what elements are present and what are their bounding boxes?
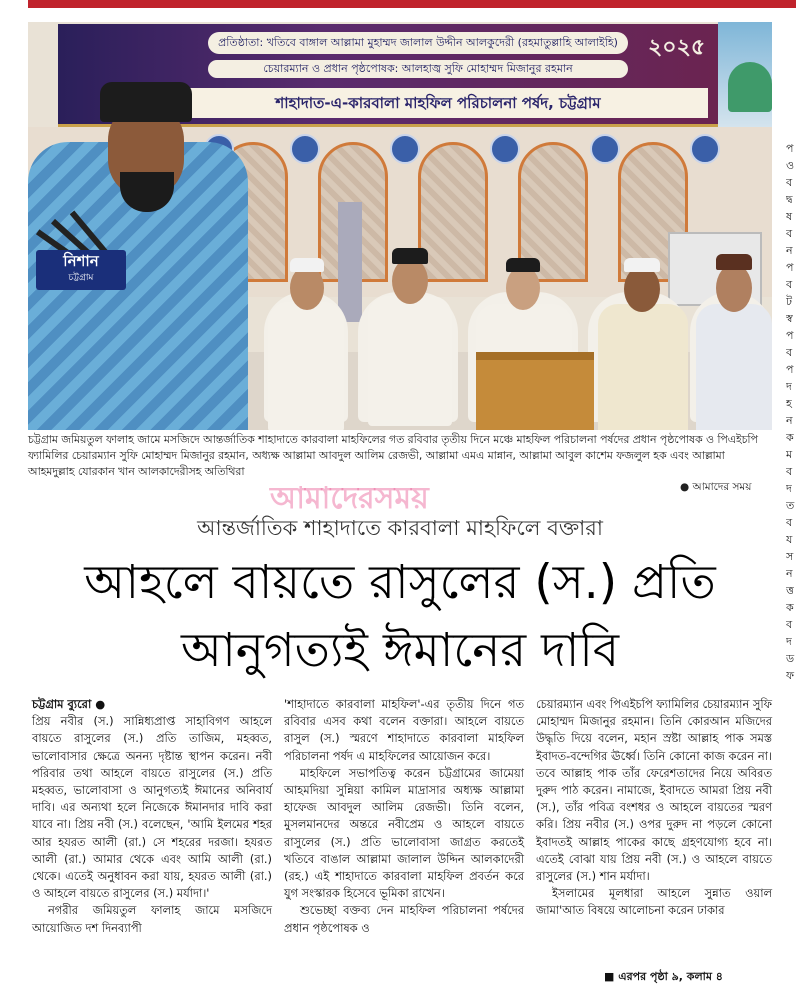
body-paragraph: প্রিয় নবীর (স.) সান্নিধ্যপ্রাপ্ত সাহাবিগণ আহলে বায়তে রাসুলের (স.) প্রতি তাজিম, মহব্বত, ভালোবাসার ক্ষেত্রে অনন্য দৃষ্টান্ত স্থাপন করেন। নবী পরিবার তথা আহলে বায়তে রাসুলের (স.) প্রতি মহব্বত, ভালোবাসা ও আনুগত্যই ঈমানের অনিবার্য দাবি। এর অন্যথা হলে নিজেকে ঈমানদার দাবি করা যাবে না। প্রিয় নবী (স.) বলেছেন, 'আমি ইলমের শহর আর হযরত আলী (রা.) সে শহরের দরজা। হযরত আলী (রা.) আমার থেকে এবং আমি আলী (রা.) থেকে। এতেই অনুধাবন করা যায়, হযরত আলী (রা.) ও আহলে বায়তে রাসুলের (স.) মর্যাদা।' [32, 714, 272, 901]
standing-fan [338, 202, 362, 322]
article-column-2 [284, 696, 524, 937]
rosette-ornament [290, 134, 320, 164]
speaker-cap [100, 82, 192, 122]
banner-patron-text: প্রতিষ্ঠাতা: খতিবে বাঙ্গাল আল্লামা মুহাম্মদ জালাল উদ্দীন আলকুদেরী (রহমাতুল্লাহি আলাইহি) [208, 32, 628, 54]
rosette-ornament [690, 134, 720, 164]
mic-badge-sub: চট্টগ্রাম [68, 273, 94, 283]
body-paragraph: চেয়ারম্যান এবং পিএইচপি ফ্যামিলির চেয়ারম্যান সুফি মোহাম্মদ মিজানুর রহমান। তিনি কোরআন মজিদের উদ্ধৃতি দিয়ে বলেন, মহান স্রষ্টা আল্লাহ পাক সমস্ত ইবাদত-বন্দেগির ঊর্ধ্বে। তিনি কোনো কাজ করেন না। তবে আল্লাহ পাক তাঁর ফেরেশতাদের নিয়ে অবিরত দুরুদ পাঠ করেন। নামাজে, ইবাদতে আমরা প্রিয় নবী (স.), তাঁর পবিত্র বংশধর ও আহলে বায়তের স্মরণ করি। প্রিয় নবীর (স.) ওপর দুরুদ না পড়লে কোনো ইবাদতই আল্লাহ পাকের কাছে গ্রহণযোগ্য হবে না। এতেই বোঝা যায় প্রিয় নবী (স.) ও আহলে বায়তে রাসুলের (স.) শান মর্যাদা। [536, 697, 772, 884]
body-paragraph: ইসলামের মূলধারা আহলে সুন্নাত ওয়াল জামা'আত বিষয়ে আলোচনা করেন ঢাকার [536, 886, 772, 918]
news-photo [28, 22, 772, 430]
rosette-ornament [490, 134, 520, 164]
continued-on-page-link[interactable]: ■ এরপর পৃষ্ঠা ৯, কলাম ৪ [604, 970, 723, 983]
adjacent-article-edge: প ও ব দ্ব ষ ব ন প ব ট স্ব প ব প দ হ ন ক ম ব দ ত ব য স ন ত্ত ক ব দ ড ফ [786, 142, 795, 682]
photo-credit: ● আমাদের সময় [680, 481, 752, 493]
wooden-table [476, 352, 594, 430]
headline-line-1: আহলে বায়তে রাসুলের (স.) প্রতি [84, 555, 716, 610]
article-kicker: আন্তর্জাতিক শাহাদাতে কারবালা মাহফিলে বক্তারা [197, 516, 603, 540]
body-paragraph: মাহফিলে সভাপতিত্ব করেন চট্টগ্রামের জামেয়া আহমদিয়া সুন্নিয়া কামিল মাদ্রাসার অধ্যক্ষ আল্লামা হাফেজ আবদুল আলিম রেজভী। তিনি বলেন, মুসলমানদের অন্তরে নবীপ্রেম ও আহলে বায়তে রাসুলের (স.) প্রতি ভালোবাসা জাগ্রত করতেই খতিবে বাঙাল আল্লামা জালাল উদ্দিন আলকাদেরী (রহ.) এই শাহাদাতে কারবালা মাহফিল প্রবর্তন করে যুগ সংস্কারক হিসেবে ভূমিকা রাখেন। [284, 765, 524, 901]
mic-channel-badge [36, 250, 126, 290]
article-column-3 [536, 696, 772, 920]
byline: চট্টগ্রাম ব্যুরো ● [32, 697, 106, 711]
headline-line-2: আনুগত্যই ঈমানের দাবি [180, 623, 620, 678]
body-paragraph: শুভেচ্ছা বক্তব্য দেন মাহফিল পরিচালনা পর্ষদের প্রধান পৃষ্ঠপোষক ও [284, 903, 524, 935]
banner-year: ২০২৫ [648, 35, 706, 60]
body-paragraph: 'শাহাদাতে কারবালা মাহফিল'-এর তৃতীয় দিনে গত রবিবার এসব কথা বলেন বক্তারা। আহলে বায়তে রাসুল (স.) স্মরণে শাহাদাতে কারবালা মাহফিল পরিচালনা পর্ষদ এ মাহফিলের আয়োজন করে। [284, 697, 524, 763]
top-color-rule [28, 0, 796, 8]
photo-caption: চট্টগ্রাম জমিয়তুল ফালাহ জামে মসজিদে আন্তর্জাতিক শাহাদাতে কারবালা মাহফিলের গত রবিবার তৃতীয় দিনে মঞ্চে মাহফিল পরিচালনা পর্ষদের প্রধান পৃষ্ঠপোষক ও পিএইচপি ফ্যামিলির চেয়ারম্যান সুফি মোহাম্মদ মিজানুর রহমান, অধ্যক্ষ আল্লামা আবদুল আলিম রেজভী, আল্লামা এমএ মান্নান, আল্লামা আবুল কাশেম ফজলুল হক এবং আল্লামা আহমদুল্লাহ যোরকান খান আলকাদেরীসহ অতিথিরা [28, 433, 758, 478]
arch-panel [418, 142, 488, 282]
banner-chairman-text: চেয়ারম্যান ও প্রধান পৃষ্ঠপোষক: আলহাজ্ব সুফি মোহাম্মদ মিজানুর রহমান [208, 60, 628, 78]
newspaper-watermark: আমাদেরসময় [270, 481, 429, 516]
body-paragraph: নগরীর জমিয়তুল ফালাহ জামে মসজিদে আয়োজিত দশ দিনব্যাপী [32, 903, 272, 935]
rosette-ornament [390, 134, 420, 164]
rosette-ornament [590, 134, 620, 164]
mic-badge-label: নিশান [63, 252, 99, 270]
green-dome-image [728, 62, 772, 112]
article-column-1 [32, 696, 272, 937]
banner-organizer-text: শাহাদাত-এ-কারবালা মাহফিল পরিচালনা পর্ষদ, চট্টগ্রাম [168, 88, 708, 118]
